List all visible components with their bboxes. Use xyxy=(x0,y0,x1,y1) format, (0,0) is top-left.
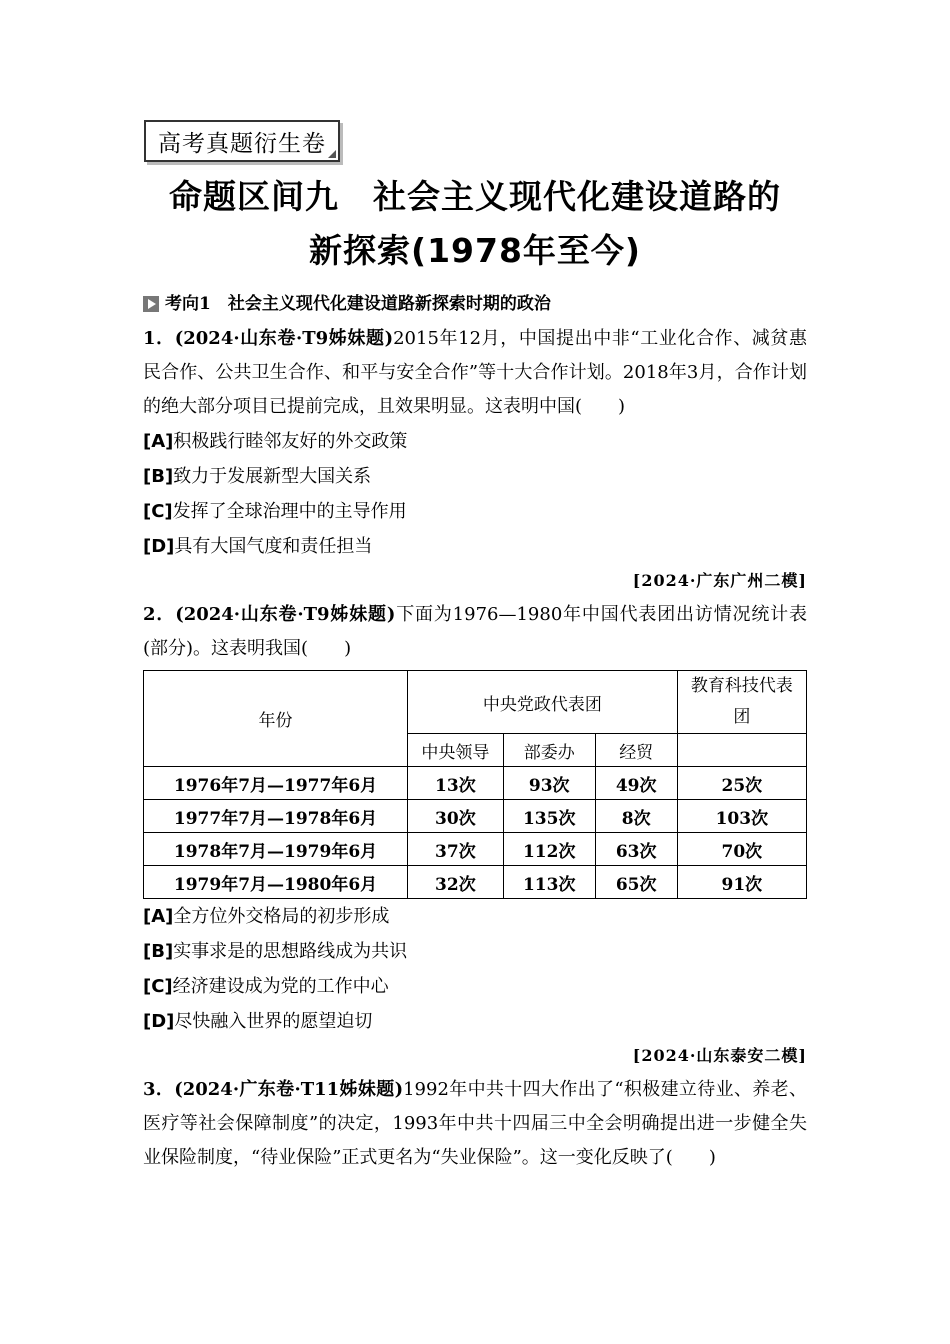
option-letter: [A] xyxy=(143,431,174,452)
table-cell: 70次 xyxy=(677,833,806,866)
visit-statistics-table xyxy=(143,670,807,899)
subheader-leaders: 中央领导 xyxy=(408,734,504,767)
table-cell: 8次 xyxy=(595,800,677,833)
table-cell: 65次 xyxy=(595,866,677,899)
option-c[interactable] xyxy=(143,494,807,529)
table-row xyxy=(144,767,807,800)
option-letter: [B] xyxy=(143,941,174,962)
exam-banner xyxy=(144,120,340,162)
option-text: 尽快融入世界的愿望迫切 xyxy=(174,1011,373,1032)
banner-corner-mark xyxy=(328,150,336,158)
option-b[interactable] xyxy=(143,459,807,494)
table-cell: 103次 xyxy=(677,800,806,833)
option-a[interactable] xyxy=(143,424,807,459)
header-year: 年份 xyxy=(144,671,408,767)
question-3-number: 3． xyxy=(143,1079,175,1100)
table-cell: 49次 xyxy=(595,767,677,800)
title-line-1: 命题区间九 社会主义现代化建设道路的 xyxy=(169,177,781,216)
subheader-trade: 经贸 xyxy=(595,734,677,767)
table-cell: 13次 xyxy=(408,767,504,800)
question-1-reference: [2024·广东广州二模] xyxy=(632,571,807,590)
page-title xyxy=(143,170,807,278)
table-cell: 37次 xyxy=(408,833,504,866)
option-letter: [B] xyxy=(143,466,174,487)
table-cell: 113次 xyxy=(503,866,595,899)
subheader-empty xyxy=(677,734,806,767)
table-cell: 1976年7月—1977年6月 xyxy=(144,767,408,800)
question-2-reference: [2024·山东泰安二模] xyxy=(632,1046,807,1065)
table-row xyxy=(144,833,807,866)
table-cell: 30次 xyxy=(408,800,504,833)
table-cell: 63次 xyxy=(595,833,677,866)
option-letter: [A] xyxy=(143,906,174,927)
option-text: 致力于发展新型大国关系 xyxy=(173,466,372,487)
question-2-source: (2024·山东卷·T9姊妹题) xyxy=(175,604,396,625)
option-letter: [C] xyxy=(143,976,173,997)
question-1-text: 2015年12月，中国提出中非“工业化合作、减贫惠民合作、公共卫生合作、和平与安全合作”等十大合作计划。2018年3月，合作计划的绝大部分项目已提前完成，且效果明显。这表明中国( ) xyxy=(143,328,807,417)
table-cell: 25次 xyxy=(677,767,806,800)
table-cell: 1978年7月—1979年6月 xyxy=(144,833,408,866)
header-central: 中央党政代表团 xyxy=(408,671,678,734)
table-cell: 1977年7月—1978年6月 xyxy=(144,800,408,833)
play-triangle-icon xyxy=(143,296,159,312)
option-c[interactable] xyxy=(143,969,807,1004)
question-3-text: 1992年中共十四大作出了“积极建立待业、养老、医疗等社会保障制度”的决定，1993年中共十四届三中全会明确提出进一步健全失业保险制度，“待业保险”正式更名为“失业保险”。这一变化反映了( ) xyxy=(143,1079,807,1168)
question-2-text: 下面为1976—1980年中国代表团出访情况统计表(部分)。这表明我国( ) xyxy=(143,604,807,659)
option-d[interactable] xyxy=(143,529,807,564)
table-row xyxy=(144,866,807,899)
question-3-source: (2024·广东卷·T11姊妹题) xyxy=(174,1079,404,1100)
option-a[interactable] xyxy=(143,899,807,934)
table-cell: 91次 xyxy=(677,866,806,899)
question-2-number: 2． xyxy=(143,604,176,625)
subheader-ministries: 部委办 xyxy=(503,734,595,767)
title-line-2: 新探索(1978年至今) xyxy=(308,231,641,270)
question-1-source: (2024·山东卷·T9姊妹题) xyxy=(174,328,394,349)
section-heading-text: 考向1 社会主义现代化建设道路新探索时期的政治 xyxy=(165,294,551,314)
table-cell: 93次 xyxy=(503,767,595,800)
question-3 xyxy=(143,1073,807,1175)
option-text: 发挥了全球治理中的主导作用 xyxy=(172,501,407,522)
table-cell: 112次 xyxy=(503,833,595,866)
header-education: 教育科技代表团 xyxy=(677,671,806,734)
question-2 xyxy=(143,598,807,666)
document-page xyxy=(143,120,807,1175)
question-1-number: 1． xyxy=(143,328,175,349)
option-text: 实事求是的思想路线成为共识 xyxy=(173,941,408,962)
option-text: 具有大国气度和责任担当 xyxy=(174,536,373,557)
option-letter: [D] xyxy=(143,1011,175,1032)
option-text: 积极践行睦邻友好的外交政策 xyxy=(173,431,408,452)
table-row xyxy=(144,800,807,833)
option-text: 全方位外交格局的初步形成 xyxy=(173,906,390,927)
option-d[interactable] xyxy=(143,1004,807,1039)
option-b[interactable] xyxy=(143,934,807,969)
option-letter: [D] xyxy=(143,536,175,557)
table-cell: 1979年7月—1980年6月 xyxy=(144,866,408,899)
section-heading xyxy=(143,292,807,316)
table-cell: 32次 xyxy=(408,866,504,899)
table-cell: 135次 xyxy=(503,800,595,833)
table-header-row xyxy=(144,671,807,734)
option-text: 经济建设成为党的工作中心 xyxy=(172,976,389,997)
question-1 xyxy=(143,322,807,424)
option-letter: [C] xyxy=(143,501,173,522)
banner-text: 高考真题衍生卷 xyxy=(158,131,326,157)
